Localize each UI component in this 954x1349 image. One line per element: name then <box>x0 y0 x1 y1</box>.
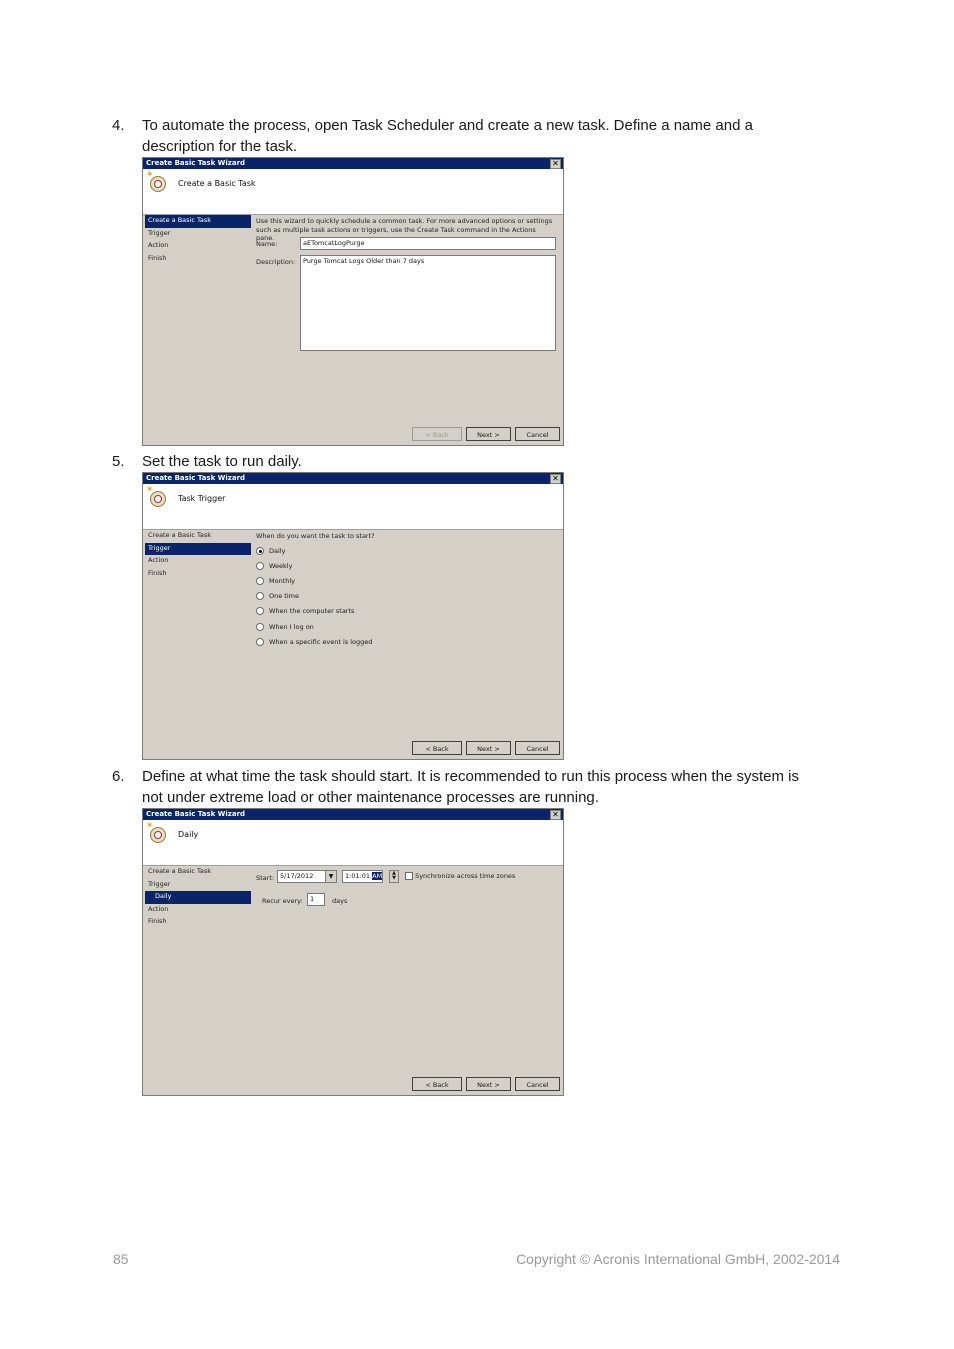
cancel-button[interactable]: Cancel <box>515 741 560 755</box>
radio-icon <box>256 607 264 615</box>
nav-item-action[interactable]: Action <box>148 904 169 913</box>
radio-daily[interactable] <box>256 545 285 557</box>
wizard-header <box>143 484 563 530</box>
recur-input[interactable]: 1 <box>307 893 325 906</box>
nav-item-daily[interactable]: Daily <box>145 891 251 904</box>
page-number: 85 <box>113 1251 129 1267</box>
nav-item-trigger[interactable]: Trigger <box>148 879 171 888</box>
wizard-header <box>143 169 563 215</box>
wizard-dialog-create-task <box>142 157 564 446</box>
recur-label: Recur every: <box>262 897 303 905</box>
task-scheduler-icon <box>150 491 166 507</box>
recur-unit: days <box>332 897 348 905</box>
next-button[interactable]: Next > <box>466 1077 511 1091</box>
close-icon[interactable]: ✕ <box>550 810 561 820</box>
step-text: Set the task to run daily. <box>142 453 302 470</box>
radio-icon <box>256 623 264 631</box>
wizard-dialog-daily <box>142 808 564 1096</box>
step-number: 6. <box>112 768 125 785</box>
nav-item-create-task[interactable]: Create a Basic Task <box>148 867 212 875</box>
copyright-notice: Copyright © Acronis International GmbH, 2002-2014 <box>516 1251 840 1267</box>
step-text: Define at what time the task should start. It is recommended to run this process when the system is not under extreme load or other maintenance processes are running. <box>142 768 799 806</box>
start-date-picker[interactable] <box>277 870 337 883</box>
trigger-question: When do you want the task to start? <box>256 532 375 540</box>
wizard-nav <box>145 215 251 265</box>
radio-icon <box>256 638 264 646</box>
radio-one-time[interactable] <box>256 590 299 602</box>
radio-icon <box>256 592 264 600</box>
nav-item-create-task[interactable]: Create a Basic Task <box>148 531 212 539</box>
dialog-title: Create Basic Task Wizard <box>146 810 246 818</box>
back-button[interactable]: < Back <box>412 741 462 755</box>
chevron-down-icon[interactable]: ▼ <box>325 871 336 882</box>
nav-item-finish[interactable]: Finish <box>148 253 167 262</box>
cancel-button[interactable]: Cancel <box>515 427 560 441</box>
next-button[interactable]: Next > <box>466 427 511 441</box>
sync-time-zones-label: Synchronize across time zones <box>415 872 516 880</box>
radio-log-on[interactable] <box>256 621 314 633</box>
nav-item-create-task[interactable]: Create a Basic Task <box>145 215 251 228</box>
title-bar <box>143 158 563 169</box>
title-bar <box>143 473 563 484</box>
radio-label: One time <box>269 592 299 600</box>
task-scheduler-icon <box>150 176 166 192</box>
radio-label: When the computer starts <box>269 607 355 615</box>
radio-label: When a specific event is logged <box>269 638 373 646</box>
dialog-title: Create Basic Task Wizard <box>146 474 246 482</box>
wizard-header-title: Task Trigger <box>178 494 226 503</box>
next-button[interactable]: Next > <box>466 741 511 755</box>
sync-time-zones-checkbox[interactable] <box>405 872 515 880</box>
nav-item-finish[interactable]: Finish <box>148 917 167 925</box>
step-number: 4. <box>112 117 125 134</box>
close-icon[interactable]: ✕ <box>550 474 561 484</box>
wizard-nav <box>145 866 251 929</box>
nav-item-trigger[interactable]: Trigger <box>148 228 171 237</box>
name-label: Name: <box>256 240 278 248</box>
radio-monthly[interactable] <box>256 575 295 587</box>
step-number: 5. <box>112 453 125 470</box>
wizard-dialog-task-trigger <box>142 472 564 760</box>
step-text: To automate the process, open Task Scheduler and create a new task. Define a name and a description for the task. <box>142 117 753 155</box>
back-button[interactable]: < Back <box>412 1077 462 1091</box>
name-input[interactable]: aETomcatLogPurge <box>300 237 556 250</box>
wizard-intro-text: Use this wizard to quickly schedule a common task. For more advanced options or settings such as multiple task actions or triggers, use the Create Task command in the Actions pane. <box>256 217 553 242</box>
radio-icon <box>256 562 264 570</box>
checkbox-icon <box>405 872 413 880</box>
start-time-ampm: AM <box>372 872 383 880</box>
radio-label: Weekly <box>269 562 293 570</box>
radio-weekly[interactable] <box>256 560 292 572</box>
radio-label: When I log on <box>269 623 314 631</box>
close-icon[interactable]: ✕ <box>550 159 561 169</box>
start-date-value: 5/17/2012 <box>280 872 314 880</box>
radio-event-logged[interactable] <box>256 636 372 648</box>
cancel-button[interactable]: Cancel <box>515 1077 560 1091</box>
back-button[interactable]: < Back <box>412 427 462 441</box>
description-label: Description: <box>256 258 296 266</box>
time-spinner[interactable]: ▲ ▼ <box>389 870 399 883</box>
nav-item-action[interactable]: Action <box>148 241 169 249</box>
nav-item-trigger[interactable]: Trigger <box>145 543 251 556</box>
wizard-nav <box>145 530 251 580</box>
start-time-value: 1:01:01 <box>345 872 371 880</box>
wizard-header-title: Daily <box>178 830 199 839</box>
radio-icon <box>256 577 264 585</box>
dialog-title: Create Basic Task Wizard <box>146 159 246 167</box>
radio-computer-starts[interactable] <box>256 605 354 617</box>
start-time-input[interactable] <box>342 870 383 883</box>
nav-item-action[interactable]: Action <box>148 556 169 564</box>
description-textarea[interactable]: Purge Tomcat Logs Older than 7 days <box>300 255 556 351</box>
task-scheduler-icon <box>150 827 166 843</box>
radio-selected-icon <box>256 547 264 555</box>
title-bar <box>143 809 563 820</box>
start-label: Start: <box>256 874 275 882</box>
radio-label: Daily <box>269 547 286 555</box>
radio-label: Monthly <box>269 577 296 585</box>
wizard-header-title: Create a Basic Task <box>178 179 256 188</box>
wizard-header <box>143 820 563 866</box>
nav-item-finish[interactable]: Finish <box>148 568 167 577</box>
